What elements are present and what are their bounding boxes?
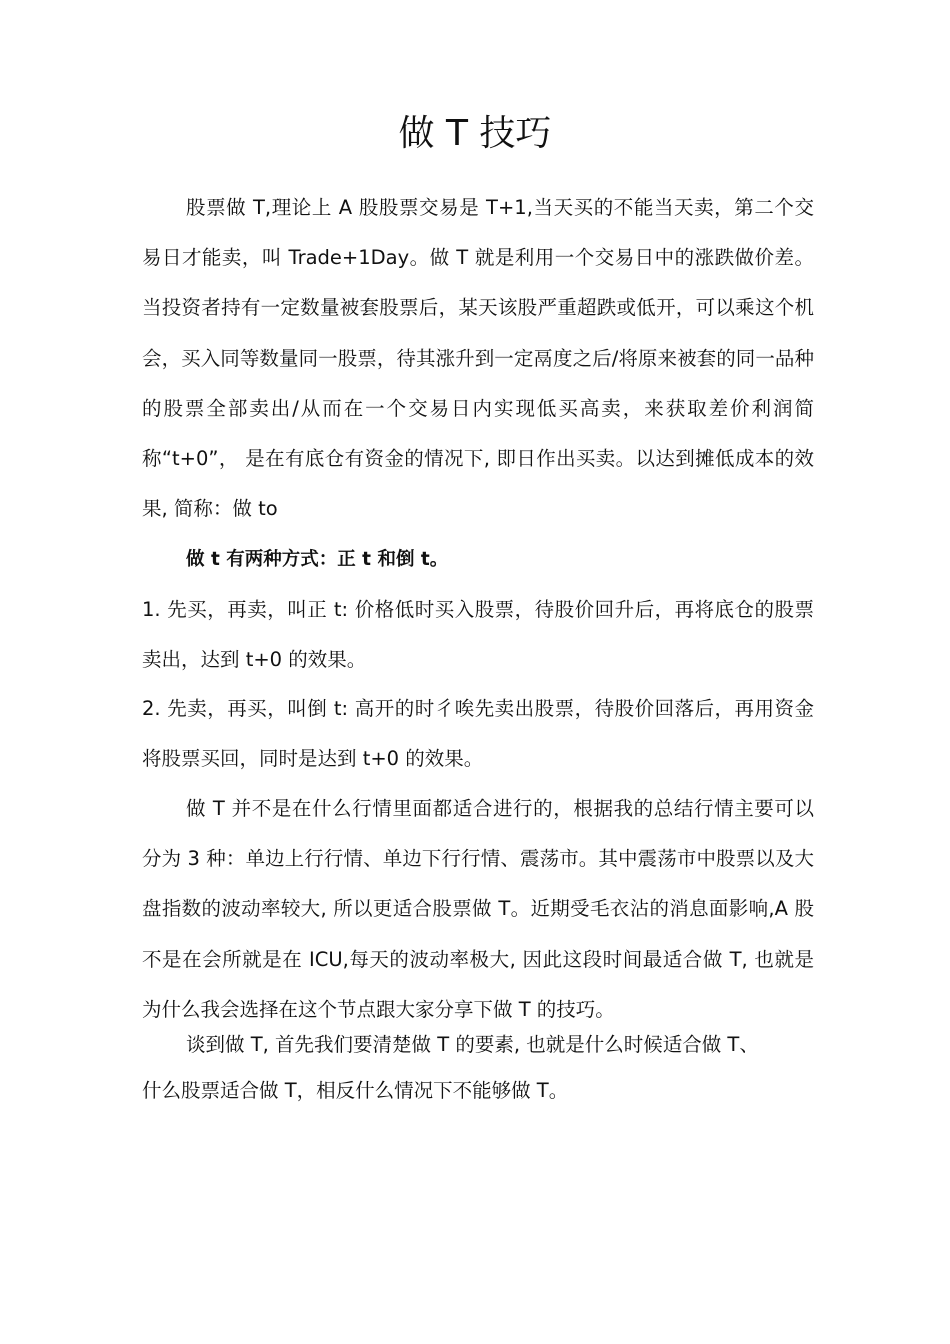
paragraph-mode-1: 1. 先买，再卖，叫正 t: 价格低时买入股票，待股价回升后，再将底仓的股票卖出，达到 t+0 的效果。	[142, 598, 814, 671]
paragraph-mode-2: 2. 先卖，再买，叫倒 t: 高开的时彳唉先卖出股票，待股价回落后，再用资金将股票买回，同时是达到 t+0 的效果。	[142, 697, 814, 770]
document-title: 做 T 技巧	[398, 113, 552, 154]
paragraph-elements: 谈到做 T, 首先我们要清楚做 T 的要素, 也就是什么时候适合做 T、什么股票适合做 T，相反什么情况下不能够做 T。	[142, 1033, 759, 1102]
paragraph-modes-heading: 做 t 有两种方式：正 t 和倒 t。	[186, 549, 449, 570]
paragraph-market-conditions: 做 T 并不是在什么行情里面都适合进行的，根据我的总结行情主要可以分为 3 种：单边上行行情、单边下行行情、震荡市。其中震荡市中股票以及大盘指数的波动率较大, 所以更适合股票做 T。近期受毛衣沾的消息面影响,A 股不是在会所就是在 ICU,每天的波动率极大, 因此这段时间最适合做 T, 也就是为什么我会选择在这个节点跟大家分享下做 T 的技巧。	[142, 797, 814, 1021]
paragraph-intro: 股票做 T,理论上 A 股股票交易是 T+1,当天买的不能当天卖，第二个交易日才能卖，叫 Trade+1Day。做 T 就是利用一个交易日中的涨跌做价差。当投资者持有一定数量被套股票后，某天该股严重超跌或低开，可以乘这个机会，买入同等数量同一股票，待其涨升到一定鬲度之后/将原来被套的同一品种的股票全部卖出/从而在一个交易日内实现低买高卖，来获取差价利润简称“t+0”， 是在有底仓有资金的情况下, 即日作出买卖。以达到摊低成本的效果, 简称：做 to	[142, 196, 814, 521]
